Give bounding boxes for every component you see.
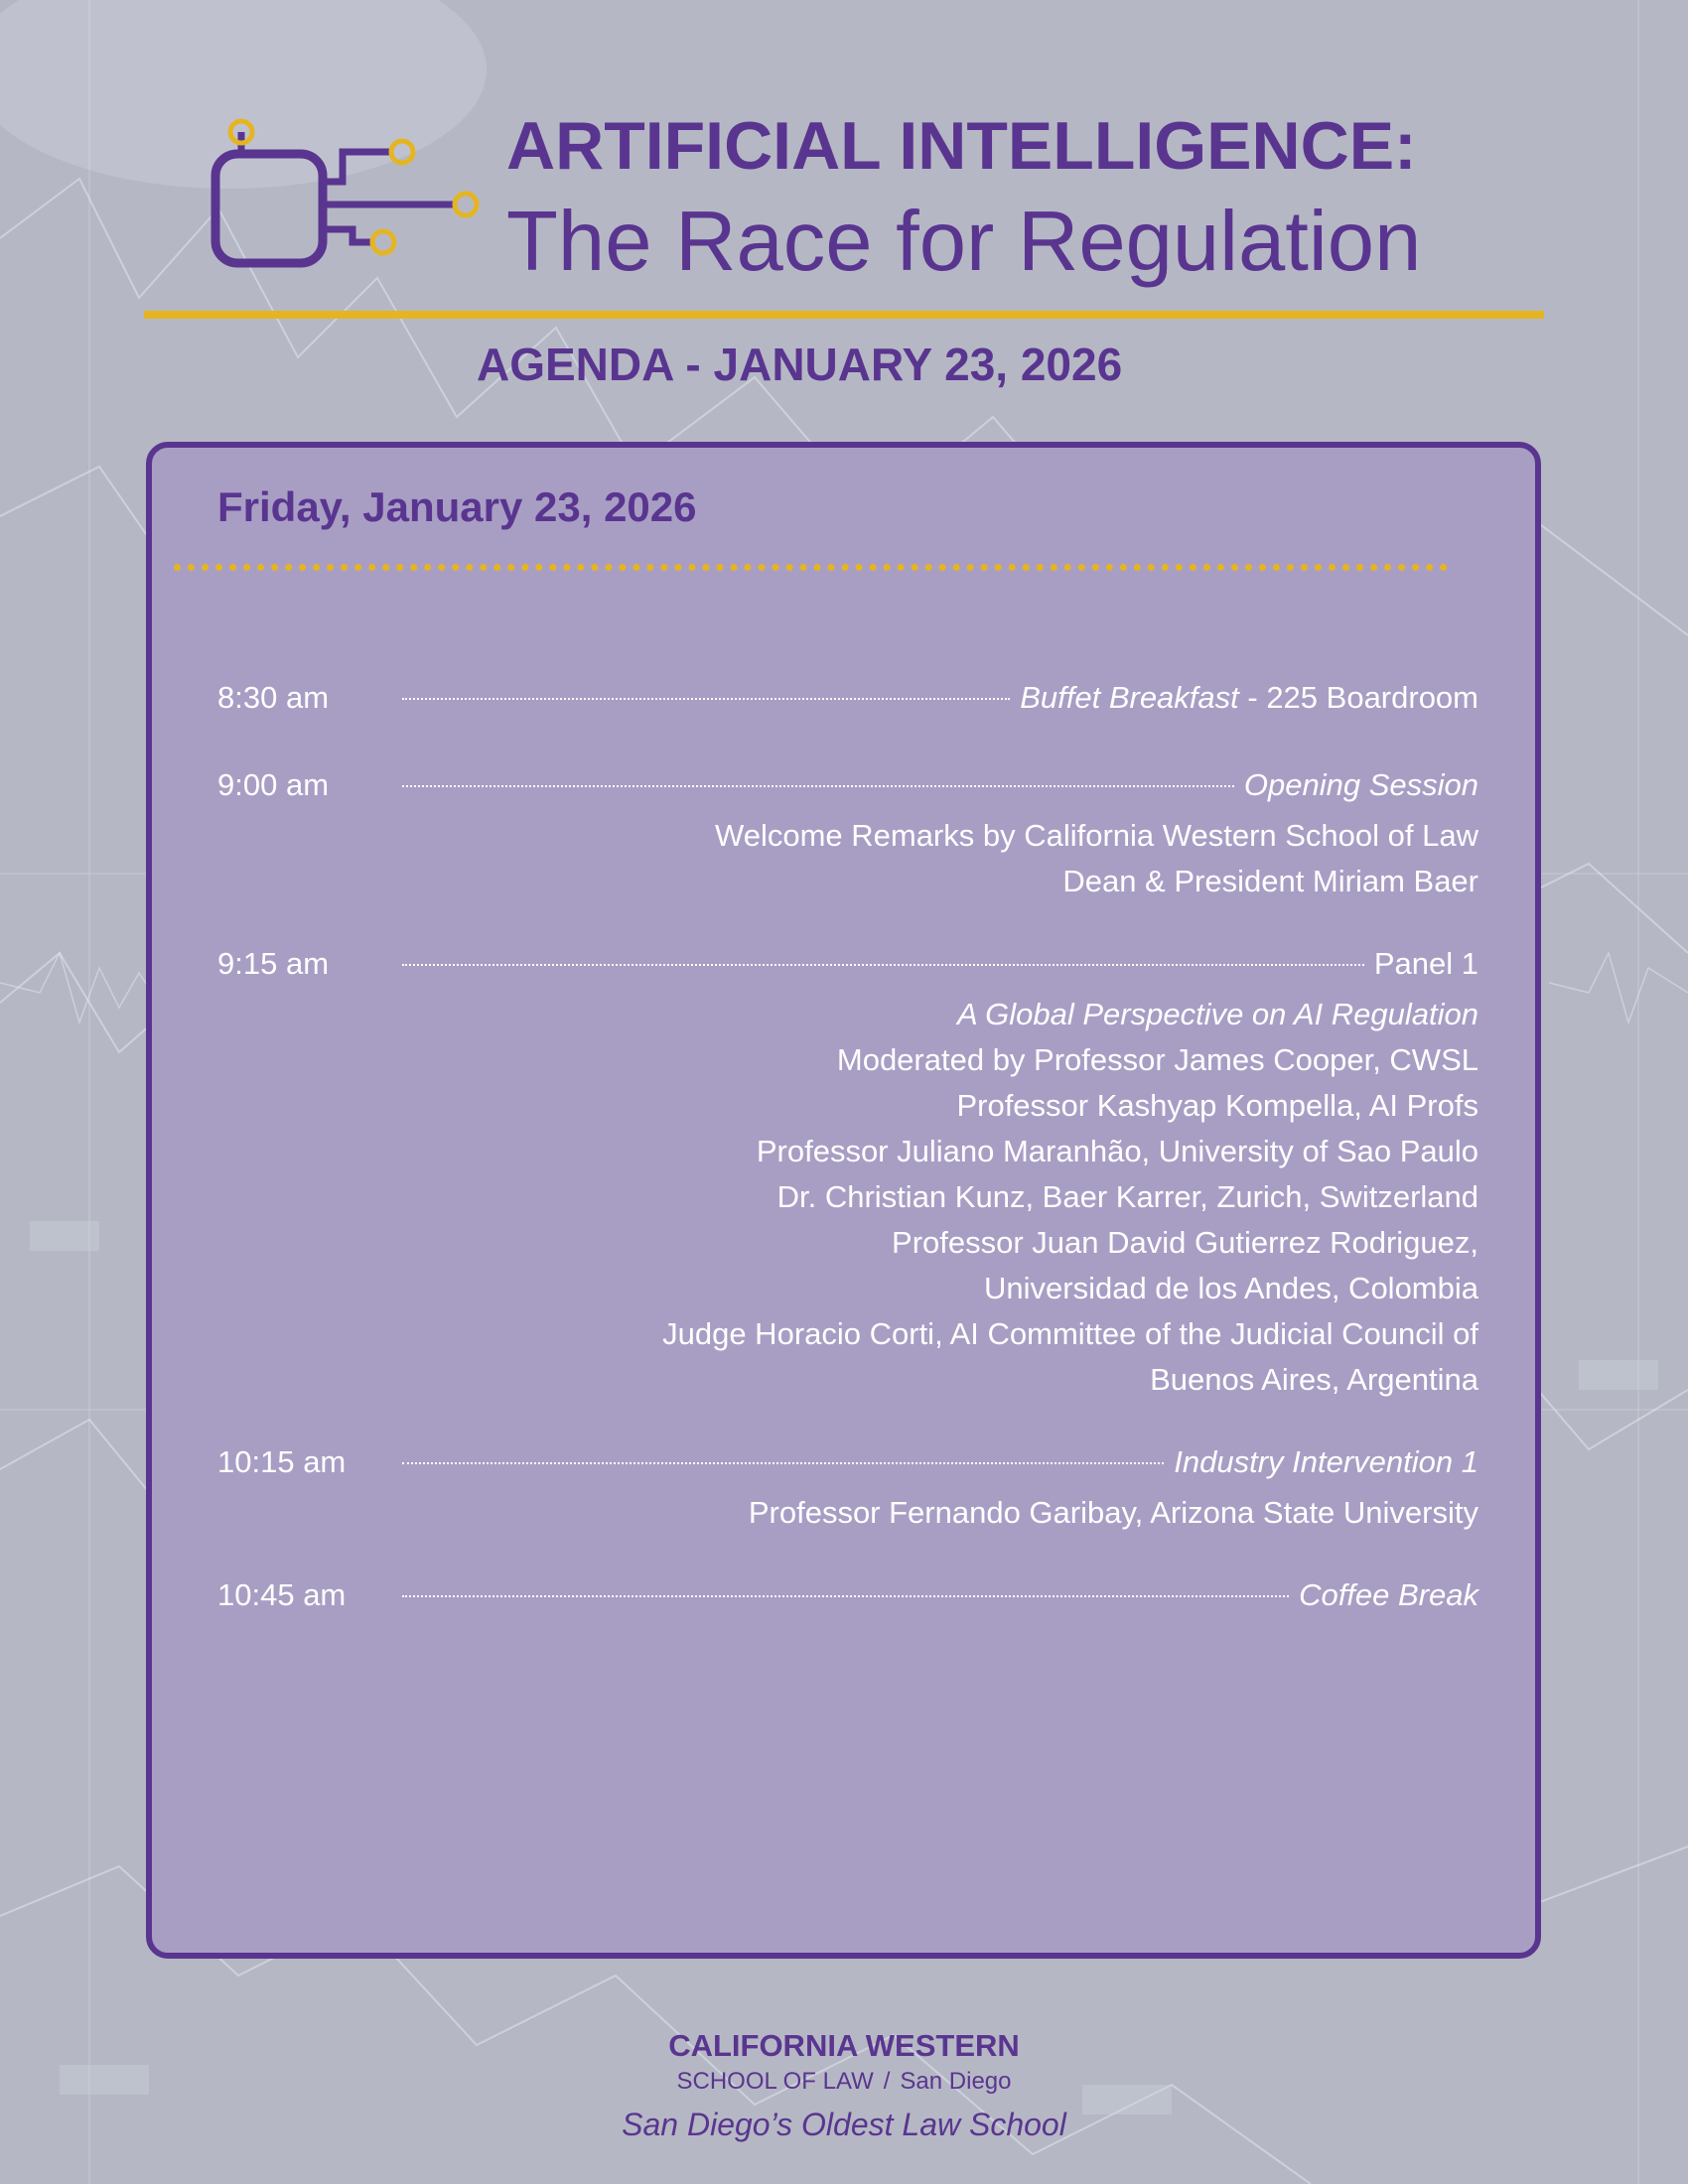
schedule-detail: Dr. Christian Kunz, Baer Karrer, Zurich, Switzerland <box>776 1179 1478 1214</box>
schedule-detail: Buenos Aires, Argentina <box>1150 1362 1478 1397</box>
schedule-title <box>1174 1444 1478 1480</box>
day-heading: Friday, January 23, 2026 <box>217 483 697 530</box>
school-name: CALIFORNIA WESTERN <box>668 2028 1020 2063</box>
schedule-detail: Moderated by Professor James Cooper, CWSL <box>836 1042 1478 1077</box>
school-subtitle-left: SCHOOL OF LAW <box>676 2068 874 2095</box>
circuit-chip-icon <box>204 112 492 286</box>
schedule-item <box>217 1444 1478 1536</box>
schedule-time: 9:15 am <box>217 946 330 981</box>
schedule-detail: Professor Juliano Maranhão, University of Sao Paulo <box>756 1134 1478 1168</box>
dot-leader <box>402 698 1010 700</box>
schedule-title: Panel 1 <box>1373 946 1478 981</box>
schedule-item <box>217 767 1478 904</box>
event-title: ARTIFICIAL INTELLIGENCE: <box>506 108 1417 184</box>
agenda-heading: AGENDA - JANUARY 23, 2026 <box>477 339 1123 390</box>
schedule-time: 10:15 am <box>217 1444 347 1479</box>
schedule-time: 9:00 am <box>217 767 330 802</box>
schedule-detail: Judge Horacio Corti, AI Committee of the Judicial Council of <box>662 1316 1478 1351</box>
schedule-title-italic: Opening Session <box>1243 767 1478 802</box>
schedule-title-italic: Industry Intervention 1 <box>1174 1444 1478 1479</box>
schedule-title <box>1244 767 1478 803</box>
schedule-detail: Dean & President Miriam Baer <box>1062 864 1478 898</box>
schedule-title-rest: - 225 Boardroom <box>1238 680 1478 715</box>
schedule-title <box>1020 680 1478 716</box>
schedule-detail: Professor Juan David Gutierrez Rodriguez, <box>892 1225 1478 1260</box>
school-subtitle <box>0 2068 1688 2096</box>
school-tagline: San Diego’s Oldest Law School <box>622 2107 1066 2142</box>
schedule-detail: Professor Kashyap Kompella, AI Profs <box>956 1088 1478 1123</box>
schedule-detail: Welcome Remarks by California Western School of Law <box>715 818 1478 853</box>
school-subtitle-right: San Diego <box>900 2068 1012 2095</box>
schedule-time: 8:30 am <box>217 680 330 715</box>
schedule-list <box>217 680 1478 1665</box>
schedule-title-italic: Coffee Break <box>1299 1577 1478 1612</box>
dot-leader <box>402 785 1234 787</box>
schedule-item <box>217 680 1478 726</box>
dot-leader <box>402 1462 1164 1464</box>
schedule-item <box>217 1577 1478 1623</box>
dot-leader <box>402 964 1364 966</box>
schedule-time: 10:45 am <box>217 1577 347 1612</box>
agenda-panel <box>146 442 1541 1959</box>
schedule-item <box>217 946 1478 1403</box>
schedule-detail: Professor Fernando Garibay, Arizona State University <box>748 1495 1478 1530</box>
schedule-title-italic: Buffet Breakfast <box>1020 680 1239 715</box>
day-divider <box>174 564 1448 571</box>
school-subtitle-separator: / <box>883 2068 891 2095</box>
title-divider <box>144 311 1544 319</box>
event-subtitle: The Race for Regulation <box>506 195 1422 289</box>
schedule-title <box>1299 1577 1478 1613</box>
schedule-detail: Universidad de los Andes, Colombia <box>984 1271 1478 1305</box>
dot-leader <box>402 1595 1289 1597</box>
panel-topic: A Global Perspective on AI Regulation <box>956 997 1478 1031</box>
